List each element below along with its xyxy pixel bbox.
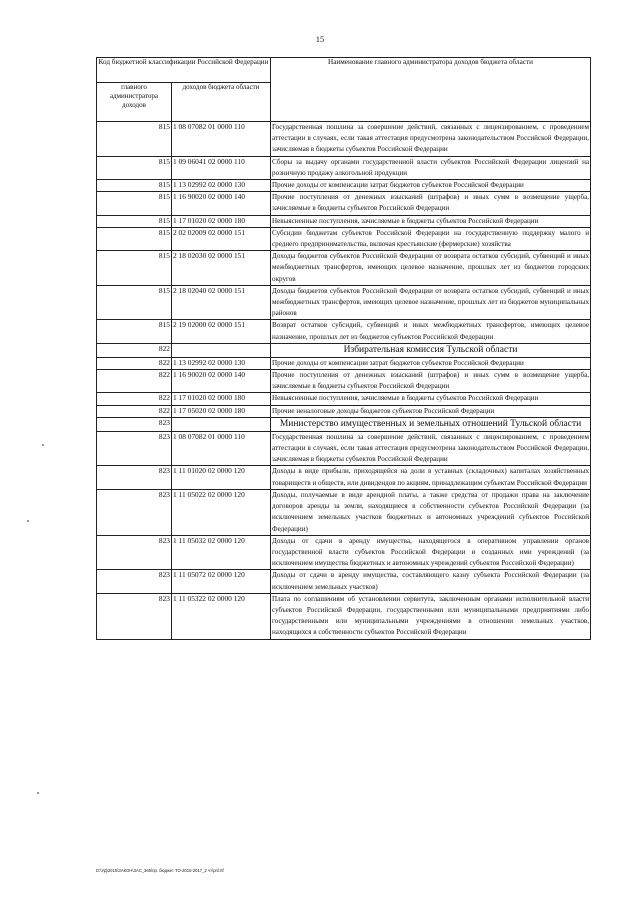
footer-file-path: D:\УД\2015\ЗАКОН\ЗАС_365\пр. бюджет ТО-2015-2017_2 чт\pril.rtf <box>96 868 224 873</box>
table-row <box>97 405 591 417</box>
table-row <box>97 393 591 405</box>
admin-code-cell: 822 <box>97 370 172 393</box>
revenue-code-cell: 2 19 02000 02 0000 151 <box>172 320 271 343</box>
description-cell: Прочие доходы от компенсации затрат бюджетов субъектов Российской Федерации <box>271 180 591 192</box>
table-row <box>97 489 591 535</box>
description-cell: Государственная пошлина за совершение действий, связанных с лицензированием, с проведением аттестации в случаях, если такая аттестация предусмотрена законодательством Российской Федерации, зачисляемая в бюджеты субъектов Российской Федерации <box>271 122 591 157</box>
admin-code-cell: 822 <box>97 393 172 405</box>
header-classification-code: Код бюджетной классификации Российской Федерации <box>97 58 271 83</box>
admin-code-cell: 822 <box>97 343 172 357</box>
revenue-code-cell: 1 11 05322 02 0000 120 <box>172 593 271 639</box>
table-row <box>97 431 591 466</box>
revenue-code-cell <box>172 417 271 431</box>
revenue-table <box>96 57 591 640</box>
description-cell: Прочие поступления от денежных взысканий (штрафов) и иных сумм в возмещение ущерба, зачисляемые в бюджеты субъектов Российской Федерации <box>271 192 591 215</box>
section-header-row <box>97 417 591 431</box>
header-revenue-code: доходов бюджета области <box>172 83 271 122</box>
admin-code-cell: 815 <box>97 192 172 215</box>
revenue-code-cell: 1 16 90020 02 0000 140 <box>172 370 271 393</box>
admin-code-cell: 823 <box>97 535 172 570</box>
revenue-code-cell: 1 16 90020 02 0000 140 <box>172 192 271 215</box>
header-admin-code: главного администратора доходов <box>97 83 172 122</box>
revenue-code-cell: 1 17 05020 02 0000 180 <box>172 405 271 417</box>
admin-code-cell: 822 <box>97 405 172 417</box>
description-cell: Прочие доходы от компенсации затрат бюджетов субъектов Российской Федерации <box>271 357 591 369</box>
revenue-code-cell: 2 02 02009 02 0000 151 <box>172 227 271 250</box>
description-cell: Субсидии бюджетам субъектов Российской Федерации на государственную поддержку малого и среднего предпринимательства, включая крестьянские (фермерские) хозяйства <box>271 227 591 250</box>
revenue-code-cell: 2 18 02040 02 0000 151 <box>172 285 271 320</box>
admin-code-cell: 815 <box>97 180 172 192</box>
description-cell: Плата по соглашениям об установлении сервитута, заключенным органами исполнительной власти субъектов Российской Федерации, государственными или муниципальными предприятиями либо государственными или муниципальными учреждениями в отношении земельных участков, находящихся в собственности субъектов Российской Федерации <box>271 593 591 639</box>
description-cell: Доходы в виде прибыли, приходящейся на доли в уставных (складочных) капиталах хозяйственных товариществ и обществ, или дивидендов по акциям, принадлежащим субъектам Российской Федерации <box>271 466 591 489</box>
table-row <box>97 285 591 320</box>
revenue-code-cell: 2 18 02030 02 0000 151 <box>172 251 271 286</box>
revenue-code-cell: 1 08 07082 01 0000 110 <box>172 431 271 466</box>
revenue-code-cell: 1 11 01020 02 0000 120 <box>172 466 271 489</box>
admin-code-cell: 815 <box>97 285 172 320</box>
table-row <box>97 251 591 286</box>
description-cell: Прочие неналоговые доходы бюджетов субъектов Российской Федерации <box>271 405 591 417</box>
revenue-code-cell: 1 11 05032 02 0000 120 <box>172 535 271 570</box>
description-cell: Невыясненные поступления, зачисляемые в бюджеты субъектов Российской Федерации <box>271 215 591 227</box>
revenue-code-cell: 1 13 02992 02 0000 130 <box>172 180 271 192</box>
table-row <box>97 227 591 250</box>
description-cell: Доходы от сдачи в аренду имущества, составляющего казну субъекта Российской Федерации (за исключением земельных участков) <box>271 570 591 593</box>
admin-code-cell: 815 <box>97 251 172 286</box>
description-cell: Возврат остатков субсидий, субвенций и иных межбюджетных трансфертов, имеющих целевое назначение, прошлых лет из бюджетов субъектов Российской Федерации <box>271 320 591 343</box>
revenue-code-cell: 1 11 05022 02 0000 120 <box>172 489 271 535</box>
section-title: Министерство имущественных и земельных отношений Тульской области <box>271 417 591 431</box>
table-row <box>97 156 591 179</box>
table-row <box>97 180 591 192</box>
admin-code-cell: 823 <box>97 417 172 431</box>
admin-code-cell: 823 <box>97 489 172 535</box>
description-cell: Невыясненные поступления, зачисляемые в бюджеты субъектов Российской Федерации <box>271 393 591 405</box>
revenue-code-cell: 1 08 07082 01 0000 110 <box>172 122 271 157</box>
admin-code-cell: 815 <box>97 156 172 179</box>
revenue-code-cell: 1 11 05072 02 0000 120 <box>172 570 271 593</box>
section-header-row <box>97 343 591 357</box>
table-row <box>97 192 591 215</box>
page-number: 15 <box>315 34 325 44</box>
table-row <box>97 466 591 489</box>
description-cell: Доходы бюджетов субъектов Российской Федерации от возврата остатков субсидий, субвенций и иных межбюджетных трансфертов, имеющих целевое назначение, прошлых лет из бюджетов муниципальных районов <box>271 285 591 320</box>
revenue-code-cell: 1 17 01020 02 0000 180 <box>172 393 271 405</box>
admin-code-cell: 815 <box>97 122 172 157</box>
table-row <box>97 122 591 157</box>
admin-code-cell: 823 <box>97 570 172 593</box>
admin-code-cell: 822 <box>97 357 172 369</box>
table-row <box>97 215 591 227</box>
table-row <box>97 570 591 593</box>
description-cell: Доходы от сдачи в аренду имущества, находящегося в оперативном управлении органов государственной власти субъектов Российской Федерации и созданных ими учреждений (за исключением имущества бюджетных и автономных учреждений субъектов Российской Федерации) <box>271 535 591 570</box>
admin-code-cell: 815 <box>97 227 172 250</box>
description-cell: Сборы за выдачу органами государственной власти субъектов Российской Федерации лицензий на розничную продажу алкогольной продукции <box>271 156 591 179</box>
table-body <box>97 122 591 640</box>
table-row <box>97 370 591 393</box>
table-row <box>97 593 591 639</box>
revenue-code-cell: 1 17 01020 02 0000 180 <box>172 215 271 227</box>
header-administrator-name: Наименование главного администратора доходов бюджета области <box>271 58 591 122</box>
scan-speck <box>37 792 39 794</box>
description-cell: Государственная пошлина за совершение действий, связанных с лицензированием, с проведением аттестации в случаях, если такая аттестация предусмотрена законодательством Российской Федерации, зачисляемая в бюджеты субъектов Российской Федерации <box>271 431 591 466</box>
table-header-row <box>97 58 591 83</box>
table-row <box>97 320 591 343</box>
section-title: Избирательная комиссия Тульской области <box>271 343 591 357</box>
admin-code-cell: 823 <box>97 466 172 489</box>
revenue-code-cell: 1 09 06041 02 0000 110 <box>172 156 271 179</box>
admin-code-cell: 815 <box>97 320 172 343</box>
scan-speck <box>42 444 44 446</box>
scan-speck <box>27 520 29 522</box>
admin-code-cell: 823 <box>97 431 172 466</box>
admin-code-cell: 815 <box>97 215 172 227</box>
admin-code-cell: 823 <box>97 593 172 639</box>
revenue-code-cell: 1 13 02992 02 0000 130 <box>172 357 271 369</box>
description-cell: Доходы бюджетов субъектов Российской Федерации от возврата остатков субсидий, субвенций и иных межбюджетных трансфертов, имеющих целевое назначение, прошлых лет из бюджетов городских округов <box>271 251 591 286</box>
revenue-code-cell <box>172 343 271 357</box>
description-cell: Прочие поступления от денежных взысканий (штрафов) и иных сумм в возмещение ущерба, зачисляемые в бюджеты субъектов Российской Федерации <box>271 370 591 393</box>
description-cell: Доходы, получаемые в виде арендной платы, а также средства от продажи права на заключение договоров аренды за земли, находящиеся в собственности субъектов Российской Федерации (за исключением земельных участков бюджетных и автономных учреждений субъектов Российской Федерации) <box>271 489 591 535</box>
table-row <box>97 357 591 369</box>
table-row <box>97 535 591 570</box>
